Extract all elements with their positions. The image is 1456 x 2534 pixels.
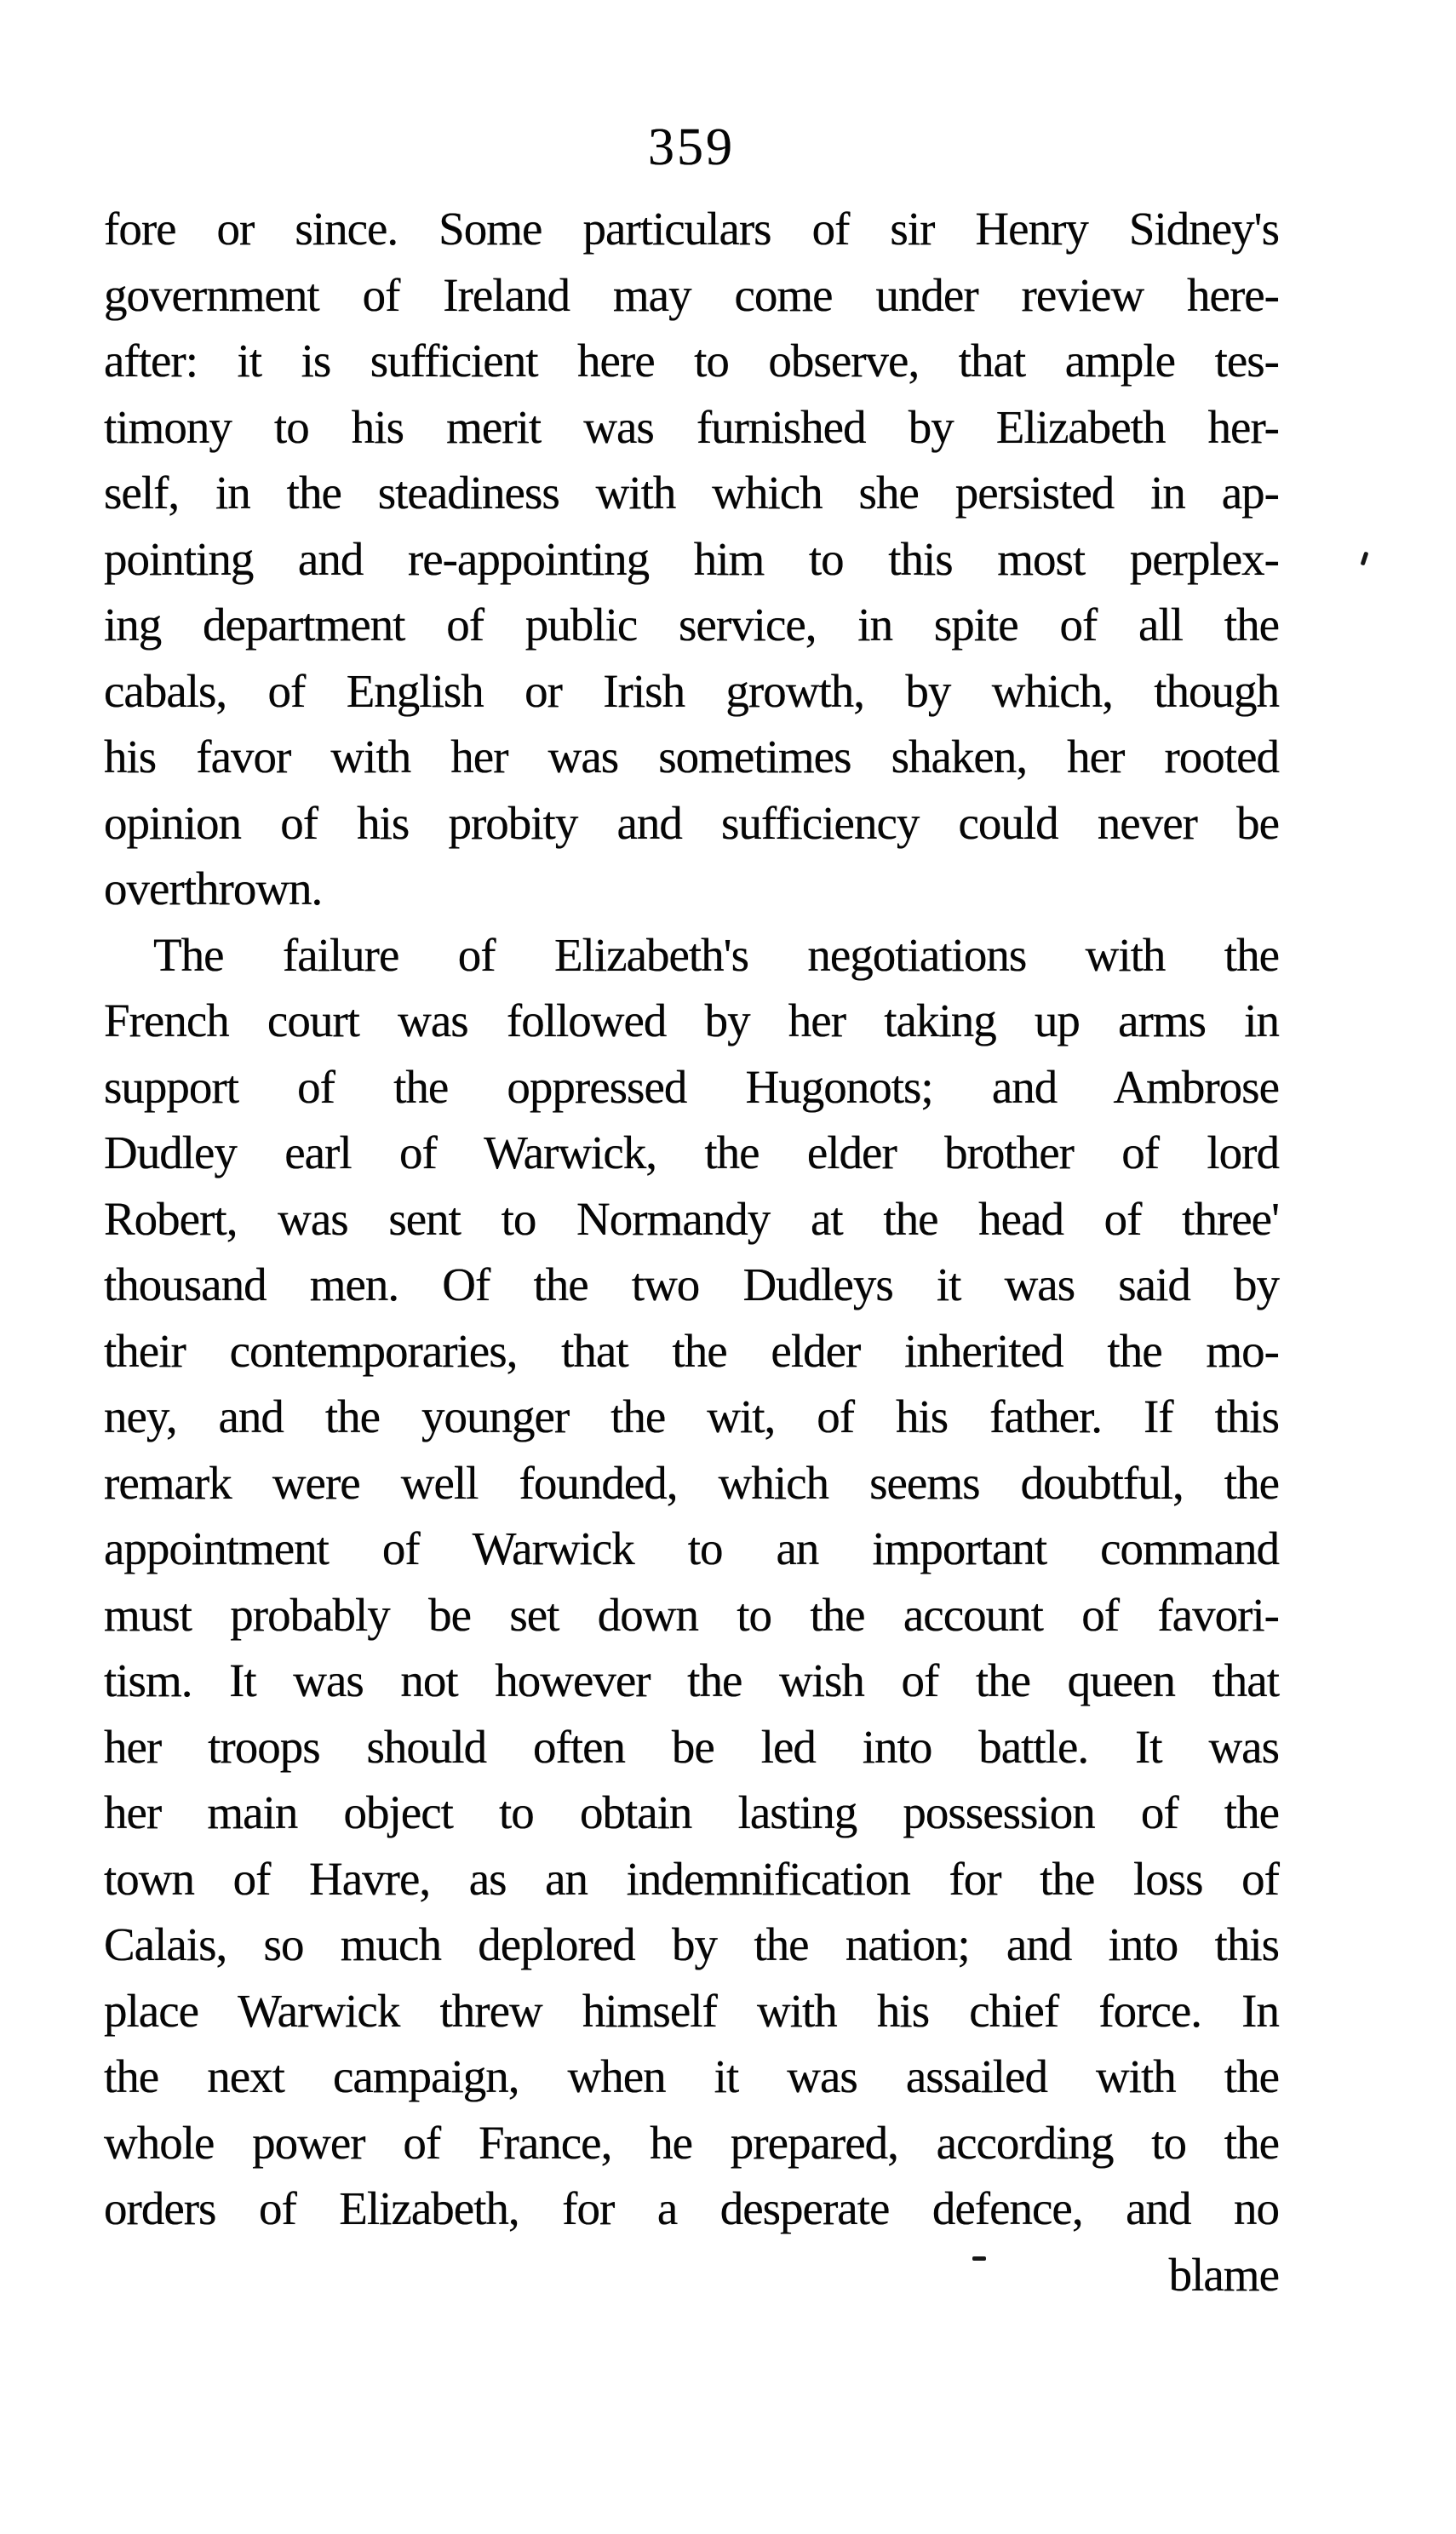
text-line: opinion of his probity and sufficiency could never be (104, 796, 1279, 849)
text-line: appointment of Warwick to an important command (104, 1522, 1279, 1574)
text-line: his favor with her was sometimes shaken, her rooted (104, 731, 1279, 783)
text-line: pointing and re-appointing him to this most perplex- (104, 532, 1279, 585)
text-line: town of Havre, as an indemnification for the loss of (104, 1852, 1279, 1905)
text-line: after: it is sufficient here to observe, that ample tes- (104, 335, 1279, 387)
page-number: 359 (648, 118, 735, 176)
text-line: Dudley earl of Warwick, the elder brother of lord (104, 1127, 1279, 1178)
text-line: her main object to obtain lasting possession of the (104, 1786, 1279, 1838)
text-line: ney, and the younger the wit, of his father. If this (104, 1390, 1279, 1442)
catchword: blame (1168, 2248, 1279, 2301)
text-line: thousand men. Of the two Dudleys it was said by (104, 1258, 1279, 1310)
text-line: Calais, so much deplored by the nation; and into this (104, 1918, 1279, 1970)
text-line: cabals, of English or Irish growth, by which, though (104, 664, 1279, 717)
text-line: The failure of Elizabeth's negotiations with the (153, 928, 1279, 981)
text-line: fore or since. Some particulars of sir Henry Sidney's (104, 203, 1279, 255)
text-line: self, in the steadiness with which she persisted in ap- (104, 467, 1279, 519)
text-line: her troops should often be led into battle. It was (104, 1720, 1279, 1773)
ink-speck (1361, 552, 1369, 566)
text-line: must probably be set down to the account of favori- (104, 1588, 1279, 1641)
text-line: overthrown. (104, 863, 323, 914)
text-line: tism. It was not however the wish of the queen that (104, 1654, 1279, 1706)
text-line: timony to his merit was furnished by Elizabeth her- (104, 400, 1279, 453)
catchword-row (104, 2242, 1279, 2308)
text-line: their contemporaries, that the elder inherited the mo- (104, 1324, 1279, 1377)
body-text (104, 196, 1279, 2242)
text-line: support of the oppressed Hugonots; and Ambrose (104, 1060, 1279, 1113)
text-line: Robert, was sent to Normandy at the head of three' (104, 1192, 1279, 1245)
text-line: government of Ireland may come under review here- (104, 268, 1279, 321)
text-line: place Warwick threw himself with his chief force. In (104, 1984, 1279, 2037)
text-line: French court was followed by her taking up arms in (104, 995, 1279, 1046)
text-line: ing department of public service, in spite of all the (104, 599, 1279, 651)
ink-speck (972, 2256, 986, 2261)
text-line: the next campaign, when it was assailed with the (104, 2050, 1279, 2102)
text-line: whole power of France, he prepared, according to the (104, 2116, 1279, 2169)
text-line: orders of Elizabeth, for a desperate defence, and no (104, 2182, 1279, 2234)
text-line: remark were well founded, which seems doubtful, the (104, 1456, 1279, 1509)
